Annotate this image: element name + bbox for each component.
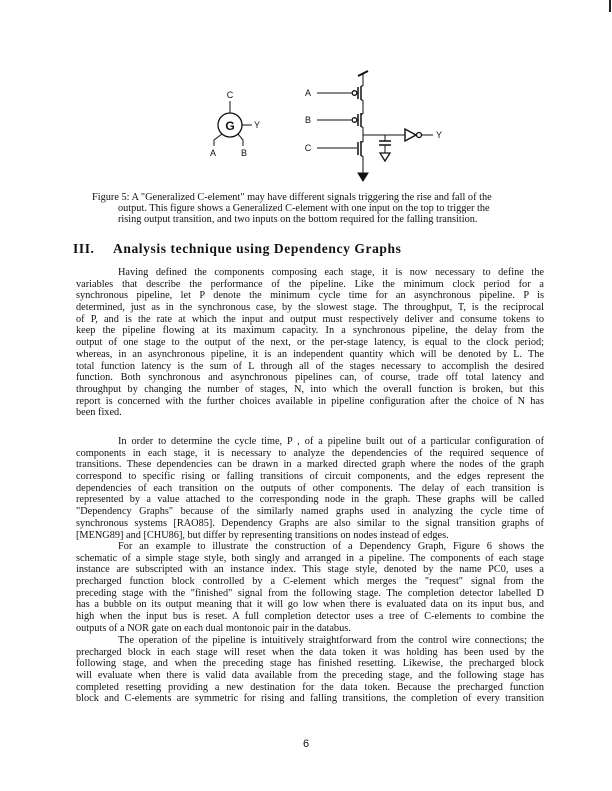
text-line: represented by a value attached to the corresponding node in the graph. These graphs will be called bbox=[76, 494, 544, 506]
circuit-label-a: A bbox=[304, 88, 312, 98]
text-line: variables that describe the performance of the pipeline. Like the minimum clock period for a bbox=[76, 278, 544, 290]
figure-caption-line: output. This figure shows a Generalized C-element with one input on the top to trigger the bbox=[118, 203, 490, 214]
text-line: throughput by changing the number of stages, N, into which the overall function is broken, but this bbox=[76, 383, 544, 395]
text-line: precharged block in each stage will reset when the data token it was holding has been used by the bbox=[76, 646, 544, 658]
text-line: function. Both synchronous and asynchronous pipelines can, of course, trade off total latency and bbox=[76, 372, 544, 384]
figure-caption-line: rising output transition, and two inputs on the bottom required for the falling transition. bbox=[118, 214, 478, 225]
ground-icon bbox=[380, 153, 390, 161]
circuit-label-c: C bbox=[304, 143, 312, 153]
text-line: synchronous systems [RAO85]. Dependency Graphs are also similar to the signal transition graphs of bbox=[76, 517, 544, 529]
text-line: whereas, in an asynchronous pipeline, it is an independent quantity which will be denoted by L. The bbox=[76, 348, 544, 360]
ground-icon bbox=[358, 173, 368, 181]
page-number: 6 bbox=[302, 738, 310, 750]
text-line: In order to determine the cycle time, P , of a pipeline built out of a particular configuration of bbox=[118, 436, 544, 447]
text-line: Having defined the components composing each stage, it is now necessary to define the bbox=[118, 267, 544, 278]
figure-5-generalized-c-element bbox=[0, 0, 612, 200]
text-line: precharged function block controlled by a C-element which merges the "request" signal from the bbox=[76, 576, 544, 588]
text-line: following stage, and when the preceding stage has finished resetting. Likewise, the precharged block bbox=[76, 658, 544, 670]
text-line: components in each stage, it is necessary to analyze the dependencies of the required sequence of bbox=[76, 447, 544, 459]
symbol-label-a: A bbox=[209, 148, 217, 158]
paragraph bbox=[76, 436, 544, 541]
section-title: Analysis technique using Dependency Graphs bbox=[113, 241, 402, 256]
symbol-label-b: B bbox=[240, 148, 248, 158]
text-line: been fixed. bbox=[76, 407, 122, 419]
paragraph bbox=[76, 267, 544, 419]
paragraph bbox=[76, 541, 544, 635]
text-line: For an example to illustrate the construction of a Dependency Graph, Figure 6 shows the bbox=[118, 541, 544, 552]
text-line: synchronous pipeline, let P denote the minimum cycle time for an asynchronous pipeline. P is bbox=[76, 290, 544, 302]
symbol-label-y: Y bbox=[254, 120, 261, 130]
circuit-label-b: B bbox=[304, 115, 312, 125]
text-line: keep the pipeline flowing at its maximum capacity. In a synchronous pipeline, the delay from the bbox=[76, 325, 544, 337]
text-line: The operation of the pipeline is intuitively straightforward from the control wire connections; the bbox=[118, 635, 544, 646]
circuit-label-y: Y bbox=[436, 130, 443, 140]
text-line: preceding stage with the "finished" signal from the following stage. The completion detector labelled D bbox=[76, 587, 544, 599]
text-line: of P, and is the rate at which the input and output must respectively deliver and consume tokens to bbox=[76, 313, 544, 325]
text-line: output of one stage to the output of the next, or the per-stage latency, is equal to the clock period; bbox=[76, 337, 544, 349]
text-line: transitions. These dependencies can be drawn in a marked directed graph where the nodes of the graph bbox=[76, 459, 544, 471]
text-line: schematic of a simple stage style, both singly and arranged in a pipeline. The components of each stage bbox=[76, 552, 544, 564]
text-line: instance are subscripted with an instance index. This stage style, denoted by the name PC0, uses a bbox=[76, 564, 544, 576]
text-line: completed resetting providing a new destination for the data token. Because the precharged function bbox=[76, 681, 544, 693]
text-line: determined, just as in the synchronous case, by the slowest stage. The throughput, T, is the reciprocal bbox=[76, 302, 544, 314]
c-element-symbol bbox=[210, 90, 260, 158]
paragraph bbox=[76, 635, 544, 705]
text-line: high when the input bus is reset. A full completion detector uses a tree of C-elements to combine the bbox=[76, 611, 544, 623]
text-line: outputs of a NOR gate on each dual montonoic pair in the databus. bbox=[76, 622, 351, 634]
symbol-label-g: G bbox=[225, 119, 235, 133]
section-number: III. bbox=[73, 241, 95, 256]
text-line: total function latency is the sum of L through all of the stages necessary to accomplish the desired bbox=[76, 360, 544, 372]
text-line: block and C-elements are symmetric for rising and falling transitions, the completion of every transition bbox=[76, 693, 544, 705]
c-element-transistor-circuit bbox=[305, 71, 442, 181]
text-line: will evaluate when there is valid data available from the preceding stage, and the following stage has bbox=[76, 670, 544, 682]
text-line: report is concerned with the further choices available in pipeline configuration after the choice of N has bbox=[76, 395, 544, 407]
text-line: dependencies of each transition on the outputs of other components. The delay of each transition is bbox=[76, 482, 544, 494]
symbol-label-c: C bbox=[226, 90, 234, 100]
text-line: correspond to specific rising or falling transitions of circuit components, and the edges represent the bbox=[76, 471, 544, 483]
text-line: has a bubble on its output meaning that it will go low when there is evaluated data on its input bus, and bbox=[76, 599, 544, 611]
inverter-icon bbox=[405, 129, 416, 141]
text-line: [MENG89] and [CHU86], but differ by representing transitions on nodes instead of edges. bbox=[76, 529, 449, 541]
text-line: "Dependency Graphs" because of the similarly named graphs used in analyzing the cycle time of bbox=[76, 506, 544, 518]
figure-caption-line: Figure 5: A "Generalized C-element" may have different signals triggering the rise and fall of the bbox=[92, 192, 492, 203]
